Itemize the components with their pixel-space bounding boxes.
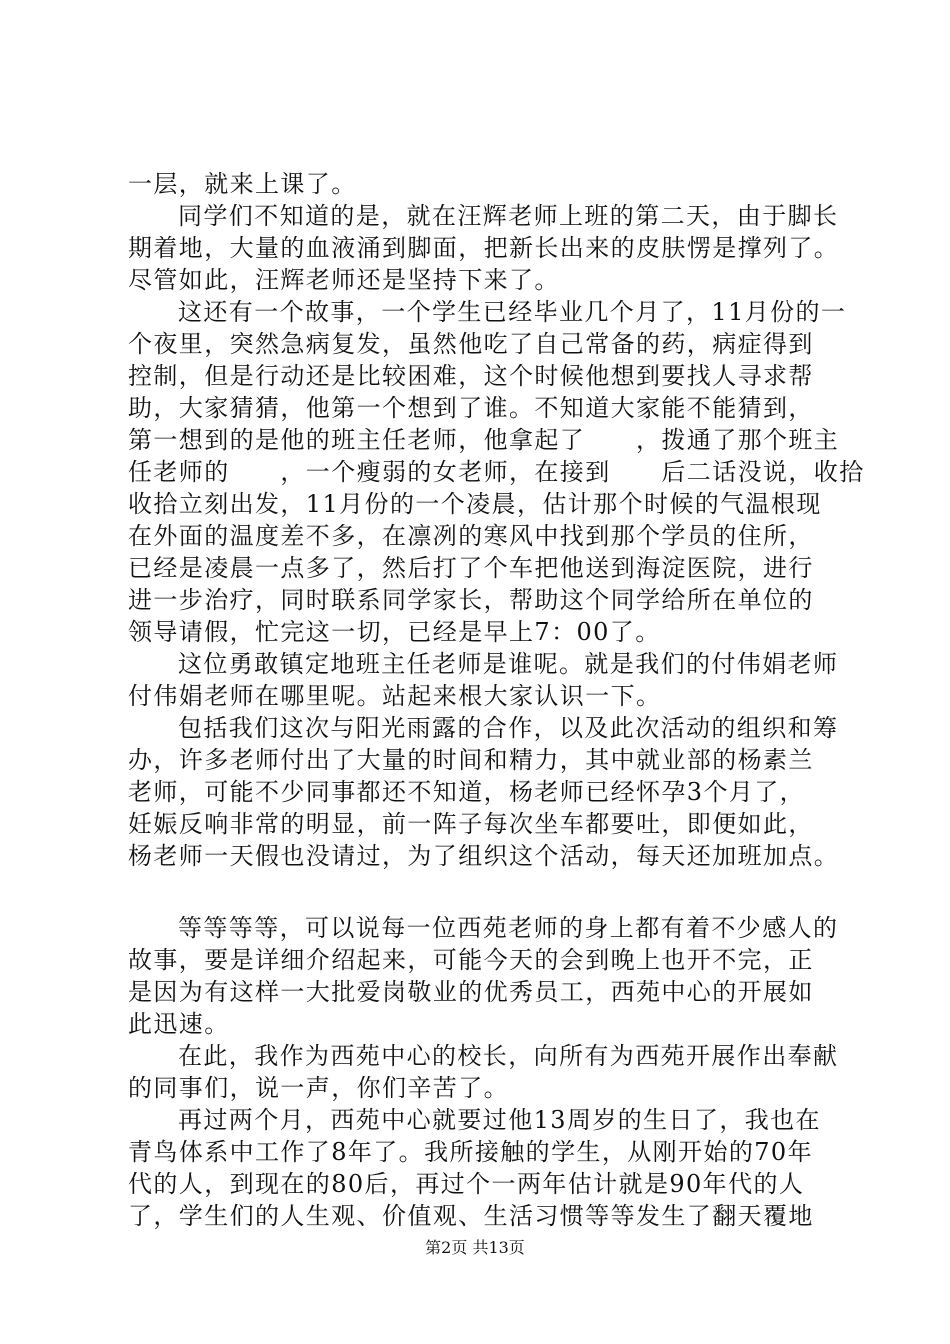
text-line: 等等等等，可以说每一位西苑老师的身上都有着不少感人的 xyxy=(178,914,839,942)
text-line: 收拾立刻出发，11月份的一个凌晨，估计那个时候的气温根现 xyxy=(128,490,822,518)
document-body xyxy=(128,168,865,1232)
text-line: 进一步治疗，同时联系同学家长，帮助这个同学给所在单位的 xyxy=(128,586,814,614)
text-line: 青鸟体系中工作了8年了。我所接触的学生，从刚开始的70年 xyxy=(128,1138,814,1166)
text-line: 再过两个月，西苑中心就要过他13周岁的生日了，我也在 xyxy=(178,1106,821,1134)
text-line: 第一想到的是他的班主任老师，他拿起了 ，拨通了那个班主 xyxy=(128,426,840,454)
text-line: 办，许多老师付出了大量的时间和精力，其中就业部的杨素兰 xyxy=(128,746,814,774)
text-line: 老师，可能不少同事都还不知道，杨老师已经怀孕3个月了， xyxy=(128,778,806,806)
text-line: 期着地，大量的血液涌到脚面，把新长出来的皮肤愣是撑列了。 xyxy=(128,234,840,262)
text-line: 个夜里，突然急病复发，虽然他吃了自己常备的药，病症得到 xyxy=(128,330,814,358)
text-line: 这还有一个故事，一个学生已经毕业几个月了，11月份的一 xyxy=(178,298,847,326)
text-line: 在外面的温度差不多，在凛冽的寒风中找到那个学员的住所， xyxy=(128,522,814,550)
page-number: 第2页 共13页 xyxy=(425,1238,525,1257)
text-line: 代的人，到现在的80后，再过个一两年估计就是90年代的人 xyxy=(128,1170,805,1198)
text-line: 已经是凌晨一点多了，然后打了个车把他送到海淀医院，进行 xyxy=(128,554,814,582)
text-line: 一层，就来上课了。 xyxy=(128,170,357,198)
text-line: 领导请假，忙完这一切，已经是早上7：00了。 xyxy=(128,618,661,646)
paragraph-gap xyxy=(128,872,848,912)
text-line: 助，大家猜猜，他第一个想到了谁。不知道大家能不能猜到， xyxy=(128,394,814,422)
text-line: 了，学生们的人生观、价值观、生活习惯等等发生了翻天覆地 xyxy=(128,1202,814,1230)
text-line: 是因为有这样一大批爱岗敬业的优秀员工，西苑中心的开展如 xyxy=(128,978,814,1006)
text-line: 控制，但是行动还是比较困难，这个时候他想到要找人寻求帮 xyxy=(128,362,814,390)
text-line: 同学们不知道的是，就在汪辉老师上班的第二天，由于脚长 xyxy=(178,202,839,230)
text-line: 这位勇敢镇定地班主任老师是谁呢。就是我们的付伟娟老师 xyxy=(178,650,839,678)
text-line: 妊娠反响非常的明显，前一阵子每次坐车都要吐，即便如此， xyxy=(128,810,814,838)
text-line: 付伟娟老师在哪里呢。站起来根大家认识一下。 xyxy=(128,682,662,710)
text-line: 此迅速。 xyxy=(128,1010,230,1038)
text-line: 的同事们，说一声，你们辛苦了。 xyxy=(128,1074,509,1102)
text-line: 尽管如此，汪辉老师还是坚持下来了。 xyxy=(128,266,560,294)
text-line: 包括我们这次与阳光雨露的合作，以及此次活动的组织和筹 xyxy=(178,714,839,742)
page-footer xyxy=(0,1238,950,1258)
text-line: 任老师的 ，一个瘦弱的女老师，在接到 后二话没说，收拾 xyxy=(128,458,865,486)
text-line: 在此，我作为西苑中心的校长，向所有为西苑开展作出奉献 xyxy=(178,1042,839,1070)
text-line: 故事，要是详细介绍起来，可能今天的会到晚上也开不完，正 xyxy=(128,946,814,974)
text-line: 杨老师一天假也没请过，为了组织这个活动，每天还加班加点。 xyxy=(128,842,840,870)
